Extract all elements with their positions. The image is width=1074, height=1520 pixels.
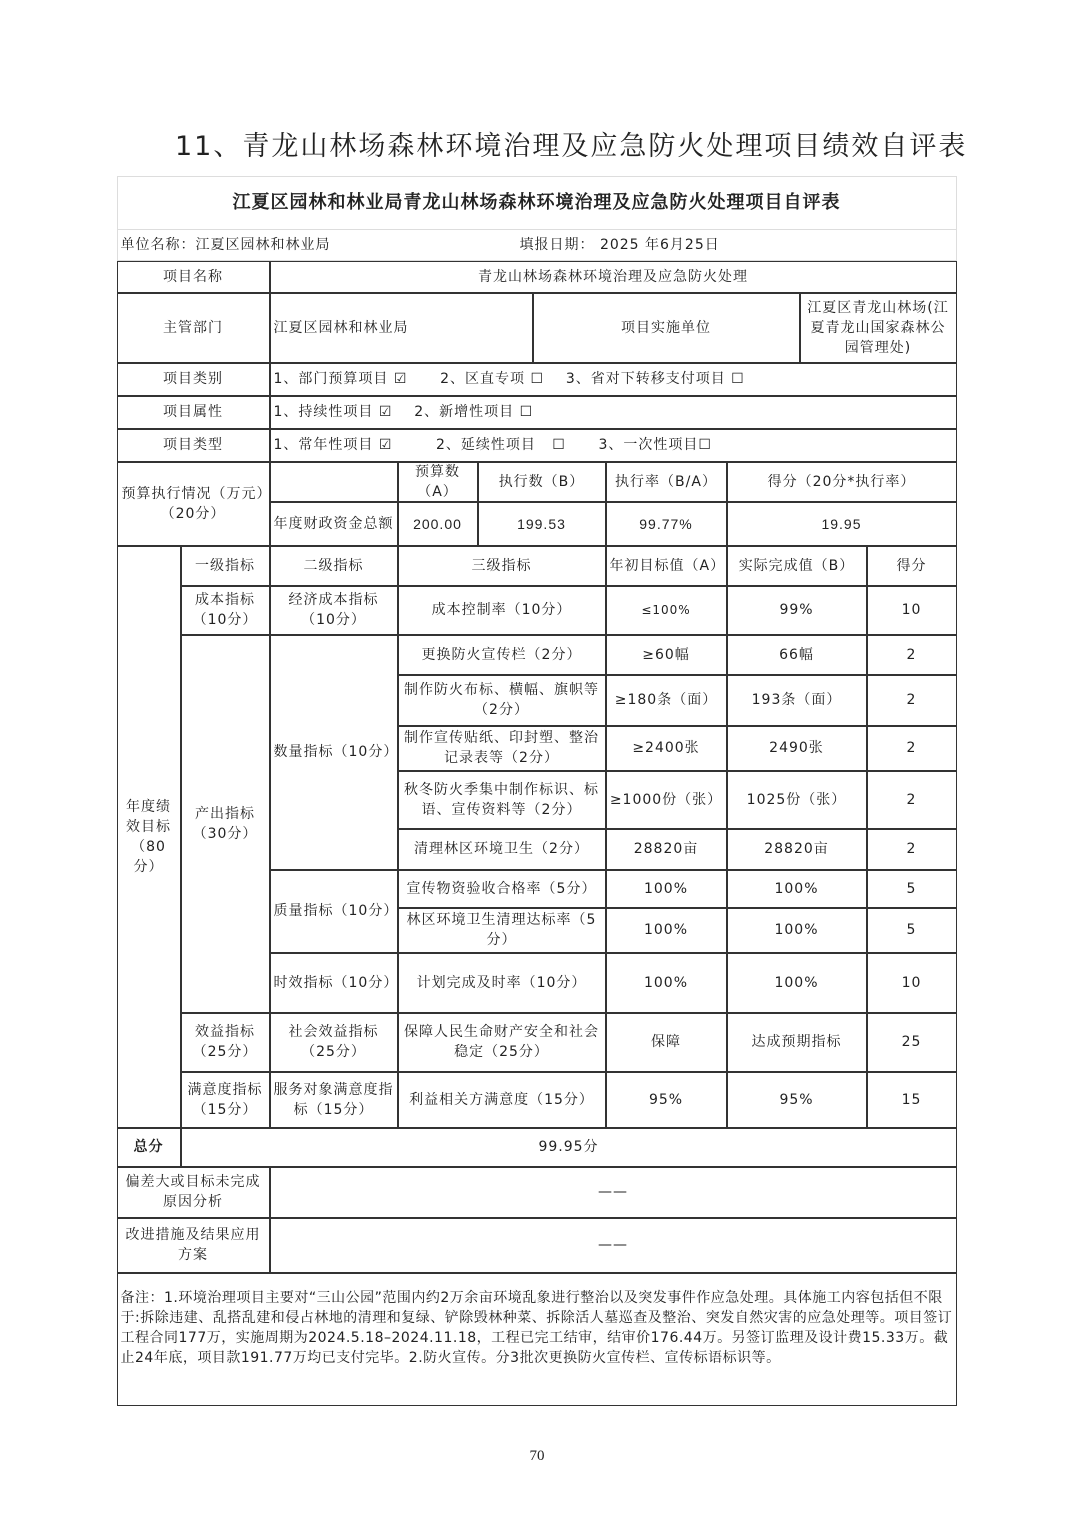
year-goal-label: 年度绩效目标（80分） (117, 546, 181, 1128)
satisfaction-actual: 95% (727, 1072, 867, 1128)
benefit-l3: 保障人民生命财产安全和社会稳定（25分） (398, 1013, 606, 1072)
budget-h-b: 执行数（B） (478, 462, 606, 502)
h-score: 得分 (867, 546, 957, 586)
impl-unit: 江夏区青龙山林场(江夏青龙山国家森林公园管理处) (800, 293, 957, 363)
quality-row-actual: 100% (727, 870, 867, 908)
qty-row-actual: 2490张 (727, 726, 867, 771)
h-l3: 三级指标 (398, 546, 606, 586)
qty-row-score: 2 (867, 726, 957, 771)
page-number: 70 (529, 1448, 545, 1464)
total-value: 99.95分 (181, 1128, 957, 1167)
budget-row-label: 年度财政资金总额 (270, 502, 398, 546)
budget-b: 199.53 (478, 502, 606, 546)
budget-a: 200.00 (398, 502, 478, 546)
budget-h-a: 预算数（A） (398, 462, 478, 502)
cost-l1: 成本指标（10分） (181, 586, 270, 635)
budget-h-score: 得分（20分*执行率） (727, 462, 957, 502)
qty-l2: 数量指标（10分） (270, 635, 398, 870)
satisfaction-l3: 利益相关方满意度（15分） (398, 1072, 606, 1128)
project-name-label: 项目名称 (117, 261, 270, 293)
qty-row-actual: 66幅 (727, 635, 867, 675)
satisfaction-target: 95% (606, 1072, 727, 1128)
quality-row-l3: 林区环境卫生清理达标率（5分） (398, 908, 606, 953)
output-l1: 产出指标（30分） (181, 635, 270, 1013)
cost-actual: 99% (727, 586, 867, 635)
time-target: 100% (606, 953, 727, 1013)
qty-row-score: 2 (867, 675, 957, 726)
budget-blank (270, 462, 398, 502)
benefit-target: 保障 (606, 1013, 727, 1072)
benefit-actual: 达成预期指标 (727, 1013, 867, 1072)
dept: 江夏区园林和林业局 (270, 293, 533, 363)
quality-row-l3: 宣传物资验收合格率（5分） (398, 870, 606, 908)
improve-value: —— (270, 1218, 957, 1273)
time-l3: 计划完成及时率（10分） (398, 953, 606, 1013)
h-l1: 一级指标 (181, 546, 270, 586)
qty-row-score: 2 (867, 829, 957, 870)
qty-row-target: 28820亩 (606, 829, 727, 870)
h-actual: 实际完成值（B） (727, 546, 867, 586)
satisfaction-l1: 满意度指标（15分） (181, 1072, 270, 1128)
qty-row-target: ≥180条（面） (606, 675, 727, 726)
category-label: 项目类别 (117, 363, 270, 396)
qty-row-l3: 制作宣传贴纸、印封塑、整治记录表等（2分） (398, 726, 606, 771)
dept-label: 主管部门 (117, 293, 270, 363)
budget-score: 19.95 (727, 502, 957, 546)
page-heading: 11、青龙山林场森林环境治理及应急防火处理项目绩效自评表 (175, 131, 968, 162)
cost-l2: 经济成本指标（10分） (270, 586, 398, 635)
attr-options: 1、持续性项目 ☑ 2、新增性项目 ☐ (270, 396, 957, 429)
qty-row-target: ≥60幅 (606, 635, 727, 675)
cost-l3: 成本控制率（10分） (398, 586, 606, 635)
qty-row-l3: 清理林区环境卫生（2分） (398, 829, 606, 870)
type-label: 项目类型 (117, 429, 270, 462)
h-target: 年初目标值（A） (606, 546, 727, 586)
improve-label: 改进措施及结果应用方案 (117, 1218, 270, 1273)
qty-row-actual: 193条（面） (727, 675, 867, 726)
time-l2: 时效指标（10分） (270, 953, 398, 1013)
cost-target: ≤100% (606, 586, 727, 635)
benefit-score: 25 (867, 1013, 957, 1072)
quality-row-target: 100% (606, 870, 727, 908)
deviation-value: —— (270, 1167, 957, 1218)
total-label: 总分 (117, 1128, 181, 1167)
qty-row-score: 2 (867, 771, 957, 829)
quality-row-score: 5 (867, 908, 957, 953)
qty-row-score: 2 (867, 635, 957, 675)
qty-row-target: ≥1000份（张） (606, 771, 727, 829)
quality-row-score: 5 (867, 870, 957, 908)
category-options: 1、部门预算项目 ☑ 2、区直专项 ☐ 3、省对下转移支付项目 ☐ (270, 363, 957, 396)
note: 备注：1.环境治理项目主要对“三山公园”范围内约2万余亩环境乱象进行整治以及突发事件作应急处理。具体施工内容包括但不限于:拆除违建、乱搭乱建和侵占林地的清理和复绿、铲除毁林种菜、拆除活人墓巡查及整治、突发自然灾害的应急处理等。项目签订工程合同177万，实施周期为2024.5.18–2024.11.18，工程已完工结审，结审价176.44万。另签订监理及设计费15.33万。截止24年底，项目款191.77万均已支付完毕。2.防火宣传。分3批次更换防火宣传栏、宣传标语标识等。 (117, 1273, 957, 1406)
qty-row-l3: 更换防火宣传栏（2分） (398, 635, 606, 675)
report-date: 填报日期： 2025 年6月25日 (517, 229, 957, 261)
impl-label: 项目实施单位 (533, 293, 800, 363)
qty-row-target: ≥2400张 (606, 726, 727, 771)
budget-label: 预算执行情况（万元）（20分） (117, 462, 270, 546)
time-actual: 100% (727, 953, 867, 1013)
time-score: 10 (867, 953, 957, 1013)
attr-label: 项目属性 (117, 396, 270, 429)
type-options: 1、常年性项目 ☑ 2、延续性项目 ☐ 3、一次性项目☐ (270, 429, 957, 462)
deviation-label: 偏差大或目标未完成原因分析 (117, 1167, 270, 1218)
benefit-l2: 社会效益指标（25分） (270, 1013, 398, 1072)
h-l2: 二级指标 (270, 546, 398, 586)
quality-l2: 质量指标（10分） (270, 870, 398, 953)
cost-score: 10 (867, 586, 957, 635)
budget-rate: 99.77% (606, 502, 727, 546)
form-title: 江夏区园林和林业局青龙山林场森林环境治理及应急防火处理项目自评表 (117, 176, 957, 230)
qty-row-l3: 制作防火布标、横幅、旗帜等（2分） (398, 675, 606, 726)
quality-row-actual: 100% (727, 908, 867, 953)
quality-row-target: 100% (606, 908, 727, 953)
satisfaction-score: 15 (867, 1072, 957, 1128)
qty-row-actual: 28820亩 (727, 829, 867, 870)
unit-name: 单位名称：江夏区园林和林业局 (117, 229, 517, 261)
qty-row-l3: 秋冬防火季集中制作标识、标语、宣传资料等（2分） (398, 771, 606, 829)
project-name: 青龙山林场森林环境治理及应急防火处理 (270, 261, 957, 293)
budget-h-rate: 执行率（B/A） (606, 462, 727, 502)
qty-row-actual: 1025份（张） (727, 771, 867, 829)
benefit-l1: 效益指标（25分） (181, 1013, 270, 1072)
satisfaction-l2: 服务对象满意度指标（15分） (270, 1072, 398, 1128)
